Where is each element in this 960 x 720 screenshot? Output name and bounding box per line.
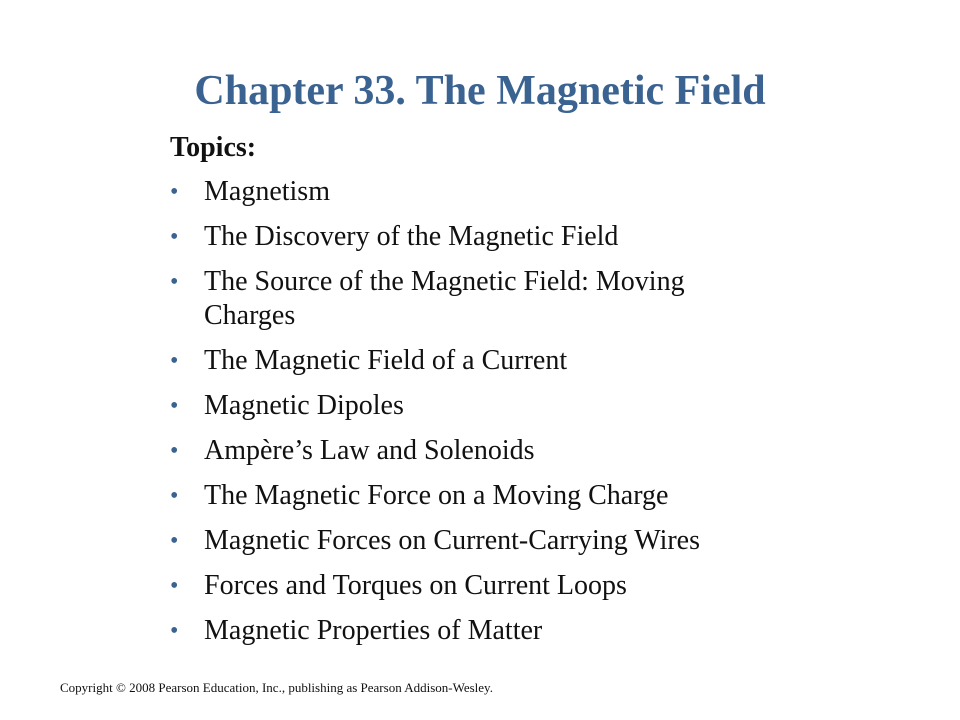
topics-list [170,175,810,659]
topic-item [170,265,764,333]
bullet-icon: • [170,393,179,419]
bullet-icon: • [170,179,179,205]
bullet-icon: • [170,573,179,599]
bullet-icon: • [170,224,179,250]
topic-item [170,175,810,209]
topic-item-label: The Magnetic Force on a Moving Charge [204,480,669,511]
topic-item-label: Magnetic Properties of Matter [204,615,543,646]
topic-item-label: The Source of the Magnetic Field: Moving Charges [204,266,685,331]
topics-heading: Topics: [170,132,257,163]
topic-item-label: Magnetic Dipoles [204,390,404,421]
topic-item [170,524,810,558]
bullet-icon: • [170,618,179,644]
topic-item-label: Magnetism [204,176,330,207]
topic-item-label: The Discovery of the Magnetic Field [204,221,619,252]
topic-item-label: Ampère’s Law and Solenoids [204,435,535,466]
topic-item [170,614,810,648]
slide-title: Chapter 33. The Magnetic Field [194,68,766,114]
bullet-icon: • [170,269,179,295]
topic-item [170,569,810,603]
bullet-icon: • [170,348,179,374]
topic-item [170,344,810,378]
topic-item [170,479,810,513]
topic-item [170,220,810,254]
topic-item [170,389,810,423]
bullet-icon: • [170,528,179,554]
topic-item-label: The Magnetic Field of a Current [204,345,568,376]
bullet-icon: • [170,438,179,464]
copyright-footer: Copyright © 2008 Pearson Education, Inc., publishing as Pearson Addison-Wesley. [60,680,493,695]
topic-item-label: Magnetic Forces on Current-Carrying Wires [204,525,701,556]
bullet-icon: • [170,483,179,509]
topic-item [170,434,810,468]
topic-item-label: Forces and Torques on Current Loops [204,570,627,601]
